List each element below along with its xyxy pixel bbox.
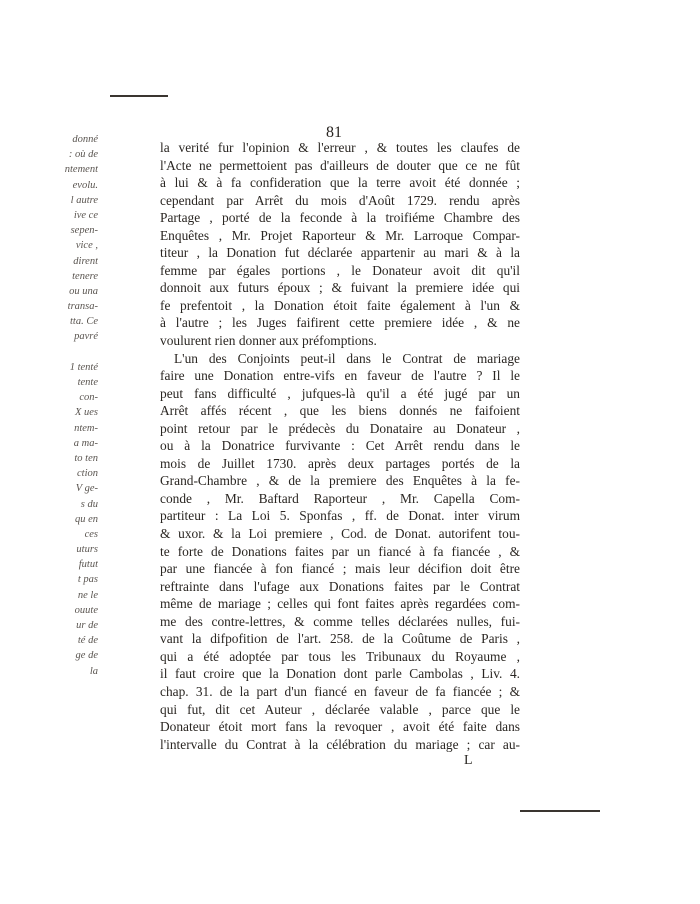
- text-line: L'un des Conjoints peut-il dans le Contrat de mariage: [174, 350, 520, 366]
- text-line: cependant par Arrêt du mois d'Août 1729. rendu après: [160, 192, 520, 208]
- text-line: la verité fur l'opinion & l'erreur , & toutes les claufes de: [160, 140, 520, 155]
- text-line: point retour par le prédecès du Donataire au Donateur ,: [160, 420, 520, 436]
- margin-note: té de: [77, 635, 98, 647]
- text-line: fe prefentoit , la Donation étoit faite également à l'un &: [160, 297, 520, 313]
- text-line: qui a été adoptée par tous les Tribunaux du Royaume ,: [160, 648, 520, 664]
- text-line: ou à la Donatrice furvivante : Cet Arrêt rendu dans le: [160, 438, 520, 454]
- margin-note: ouute: [74, 604, 98, 616]
- margin-note: la: [89, 665, 98, 677]
- text-line: Enquêtes , Mr. Projet Raporteur & Mr. Larroque Compar-: [160, 227, 520, 243]
- margin-notes: [52, 132, 98, 679]
- margin-note: tta. Ce: [70, 316, 98, 328]
- bottom-rule: [520, 810, 600, 812]
- text-line: conde , Mr. Baftard Raporteur , Mr. Capella Com-: [160, 490, 520, 506]
- margin-note: transa-: [67, 301, 98, 313]
- margin-note: ou una: [69, 285, 98, 297]
- margin-note: ur de: [76, 620, 98, 631]
- text-line: partiteur : La Loi 5. Sponfas , ff. de Donat. inter virum: [160, 508, 520, 524]
- margin-note: evolu.: [72, 179, 98, 191]
- top-rule: [110, 95, 168, 97]
- margin-note: ne le: [77, 589, 98, 601]
- margin-note: futut: [78, 559, 98, 571]
- margin-note: ntem-: [74, 422, 98, 434]
- text-line: vant la difpofition de l'art. 258. de la Coûtume de Paris ,: [160, 631, 520, 647]
- margin-note: pavré: [74, 331, 98, 343]
- margin-note: tente: [77, 377, 98, 388]
- margin-note: ntement: [64, 164, 98, 176]
- margin-note: qu en: [74, 513, 98, 525]
- text-line: à l'autre ; les Juges faifirent cette premiere idée , & ne: [160, 315, 520, 331]
- margin-note: s du: [80, 498, 98, 510]
- margin-note: uturs: [76, 544, 98, 556]
- margin-note: donné: [72, 134, 98, 145]
- text-line: à lui & à fa confideration que la terre avoit été donnée ;: [160, 175, 520, 191]
- margin-note: ive ce: [73, 209, 98, 221]
- text-line: par une fiancée à fon fiancé ; mais leur décifion doit être: [160, 561, 520, 577]
- text-line: l'Acte ne permettoient pas d'ailleurs de douter que ce ne fût: [160, 157, 520, 173]
- body-text: [160, 139, 520, 753]
- text-line: il faut croire que la Donation dont parle Cambolas , Liv. 4.: [160, 666, 520, 682]
- margin-note: ge de: [75, 650, 98, 662]
- text-line: peut fans difficulté , jufques-là qu'il a été jugé par un: [160, 385, 520, 401]
- text-line: Partage , porté de la feconde à la troifiéme Chambre des: [160, 210, 520, 226]
- margin-note: tenere: [72, 270, 98, 282]
- margin-note: : où de: [68, 149, 98, 161]
- text-line: donnoit aux futurs époux ; & fuivant la premiere idée qui: [160, 280, 520, 296]
- margin-note: V ge-: [75, 483, 98, 495]
- text-line: & uxor. & la Loi premiere , Cod. de Donat. autorifent tou-: [160, 526, 520, 542]
- text-line: chap. 31. de la part d'un fiancé en faveur de fa fiancée ; &: [160, 683, 520, 699]
- text-line: voulurent rien donner aux préfomptions.: [160, 333, 377, 349]
- text-line: me des contre-lettres, & comme telles déclarées nulles, fui-: [160, 613, 520, 629]
- margin-note: sepen-: [70, 225, 98, 237]
- text-line: l'intervalle du Contrat à la célébration du mariage ; car au-: [160, 736, 520, 752]
- text-line: femme par égales portions , le Donateur avoit dit qu'il: [160, 262, 520, 278]
- margin-note: to ten: [74, 452, 98, 464]
- page-number: 81: [326, 124, 342, 141]
- text-line: reftrainte dans l'ufage aux Donations faites par le Contrat: [160, 578, 520, 594]
- margin-note: t pas: [77, 574, 98, 586]
- margin-note: ces: [84, 528, 98, 540]
- text-line: Donateur étoit mort fans la revoquer , avoit été faite dans: [160, 719, 520, 735]
- text-line: Grand-Chambre , & de la premiere des Enquêtes à la fe-: [160, 473, 520, 489]
- catchword: L: [464, 753, 473, 768]
- margin-note: con-: [79, 392, 98, 404]
- text-line: te forte de Donations faites par un fiancé à fa fiancée , &: [160, 543, 520, 559]
- text-line: même de mariage ; celles qui font faites après regardées com-: [160, 596, 520, 612]
- margin-note: dirent: [73, 255, 98, 267]
- text-line: Arrêt affés récent , que les biens donnés ne faifoient: [160, 403, 520, 419]
- margin-gap: [52, 345, 98, 360]
- margin-note: X ues: [74, 407, 98, 419]
- margin-note: ction: [77, 468, 98, 480]
- text-line: faire une Donation entre-vifs en faveur de l'autre ? Il le: [160, 368, 520, 384]
- margin-note: 1 tenté: [69, 361, 98, 373]
- margin-note: l autre: [70, 194, 98, 206]
- margin-note: vice ,: [75, 240, 98, 252]
- margin-note: a ma-: [73, 437, 98, 449]
- text-line: titeur , la Donation fut déclarée appartenir au mari & à la: [160, 245, 520, 261]
- text-line: qui fut, dit cet Auteur , déclarée valable , parce que le: [160, 701, 520, 717]
- text-line: mois de Juillet 1730. après deux partages portés de la: [160, 455, 520, 471]
